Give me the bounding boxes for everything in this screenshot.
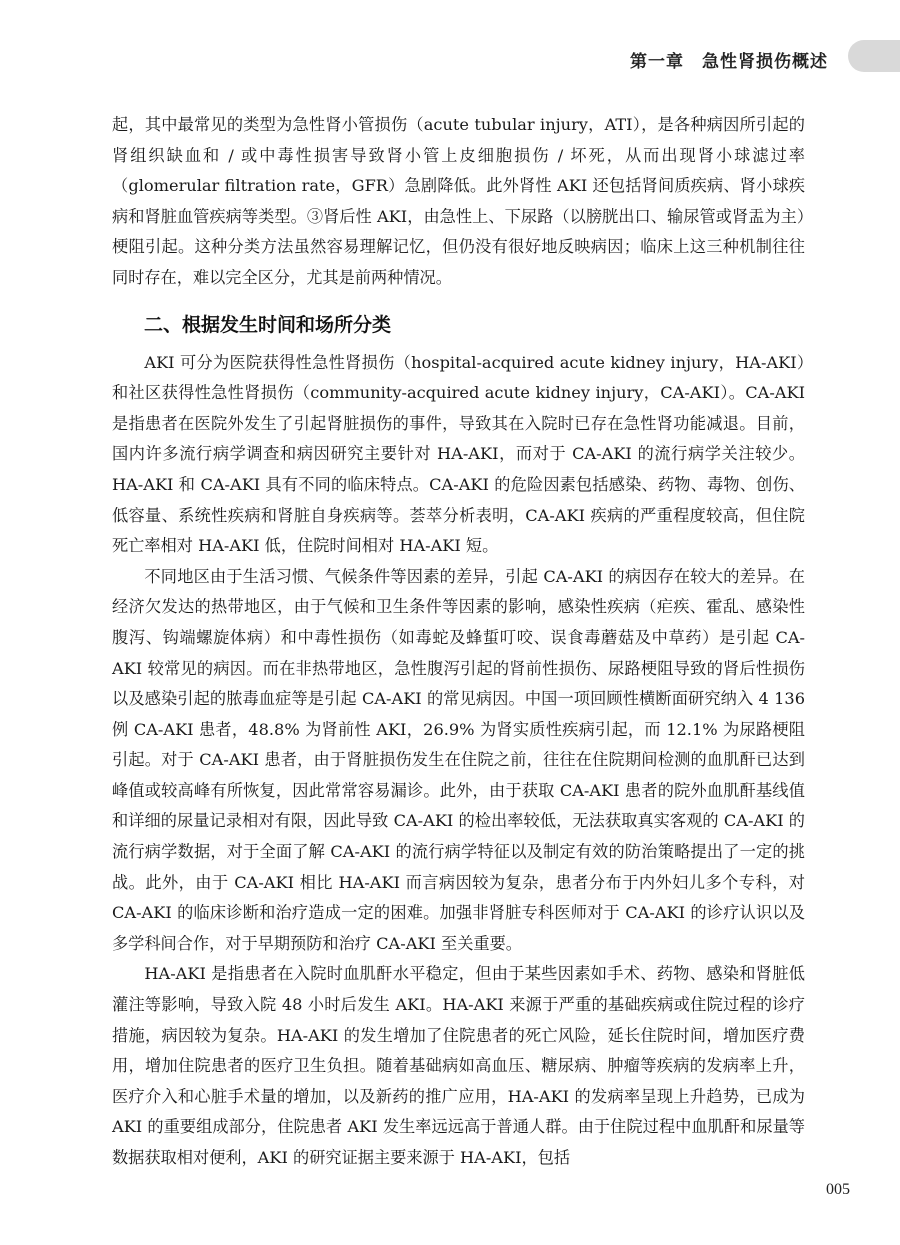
paragraph-1: AKI 可分为医院获得性急性肾损伤（hospital-acquired acute kidney injury，HA-AKI）和社区获得性急性肾损伤（community-acquired acute kidney injury，CA-AKI）。CA-AKI 是指患者在医院外发生了引起肾脏损伤的事件，导致其在入院时已存在急性肾功能减退。目前，国内许多流行病学调查和病因研究主要针对 HA-AKI，而对于 CA-AKI 的流行病学关注较少。HA-AKI 和 CA-AKI 具有不同的临床特点。CA-AKI 的危险因素包括感染、药物、毒物、创伤、低容量、系统性疾病和肾脏自身疾病等。荟萃分析表明，CA-AKI 疾病的严重程度较高，但住院死亡率相对 HA-AKI 低，住院时间相对 HA-AKI 短。: [112, 352, 805, 556]
chapter-title: 第一章 急性肾损伤概述: [630, 52, 828, 72]
section-heading: 二、根据发生时间和场所分类: [144, 313, 392, 336]
header-tab-marker: [848, 40, 900, 72]
paragraph-2: 不同地区由于生活习惯、气候条件等因素的差异，引起 CA-AKI 的病因存在较大的差异。在经济欠发达的热带地区，由于气候和卫生条件等因素的影响，感染性疾病（疟疾、霍乱、感染性腹泻、钩端螺旋体病）和中毒性损伤（如毒蛇及蜂蜇叮咬、误食毒蘑菇及中草药）是引起 CA-AKI 较常见的病因。而在非热带地区，急性腹泻引起的肾前性损伤、尿路梗阻导致的肾后性损伤以及感染引起的脓毒血症等是引起 CA-AKI 的常见病因。中国一项回顾性横断面研究纳入 4 136 例 CA-AKI 患者，48.8% 为肾前性 AKI，26.9% 为肾实质性疾病引起，而 12.1% 为尿路梗阻引起。对于 CA-AKI 患者，由于肾脏损伤发生在住院之前，往往在住院期间检测的血肌酐已达到峰值或较高峰有所恢复，因此常常容易漏诊。此外，由于获取 CA-AKI 患者的院外血肌酐基线值和详细的尿量记录相对有限，因此导致 CA-AKI 的检出率较低，无法获取真实客观的 CA-AKI 的流行病学数据，对于全面了解 CA-AKI 的流行病学特征以及制定有效的防治策略提出了一定的挑战。此外，由于 CA-AKI 相比 HA-AKI 而言病因较为复杂，患者分布于内外妇儿多个专科，对 CA-AKI 的临床诊断和治疗造成一定的困难。加强非肾脏专科医师对于 CA-AKI 的诊疗认识以及多学科间合作，对于早期预防和治疗 CA-AKI 至关重要。: [112, 566, 805, 953]
page-body: [112, 110, 805, 1174]
paragraph-3: HA-AKI 是指患者在入院时血肌酐水平稳定，但由于某些因素如手术、药物、感染和肾脏低灌注等影响，导致入院 48 小时后发生 AKI。HA-AKI 来源于严重的基础疾病或住院过程的诊疗措施，病因较为复杂。HA-AKI 的发生增加了住院患者的死亡风险，延长住院时间，增加医疗费用，增加住院患者的医疗卫生负担。随着基础病如高血压、糖尿病、肿瘤等疾病的发病率上升，医疗介入和心脏手术量的增加，以及新药的推广应用，HA-AKI 的发病率呈现上升趋势，已成为 AKI 的重要组成部分，住院患者 AKI 发生率远远高于普通人群。由于住院过程中血肌酐和尿量等数据获取相对便利，AKI 的研究证据主要来源于 HA-AKI，包括: [112, 964, 805, 1167]
intro-paragraph: 起，其中最常见的类型为急性肾小管损伤（acute tubular injury，ATI），是各种病因所引起的肾组织缺血和 / 或中毒性损害导致肾小管上皮细胞损伤 / 坏死，从而出现肾小球滤过率（glomerular filtration rate，GFR）急剧降低。此外肾性 AKI 还包括肾间质疾病、肾小球疾病和肾脏血管疾病等类型。③肾后性 AKI，由急性上、下尿路（以膀胱出口、输尿管或肾盂为主）梗阻引起。这种分类方法虽然容易理解记忆，但仍没有很好地反映病因；临床上这三种机制往往同时存在，难以完全区分，尤其是前两种情况。: [112, 115, 805, 287]
running-header: [0, 40, 900, 80]
page-number: 005: [826, 1181, 850, 1198]
